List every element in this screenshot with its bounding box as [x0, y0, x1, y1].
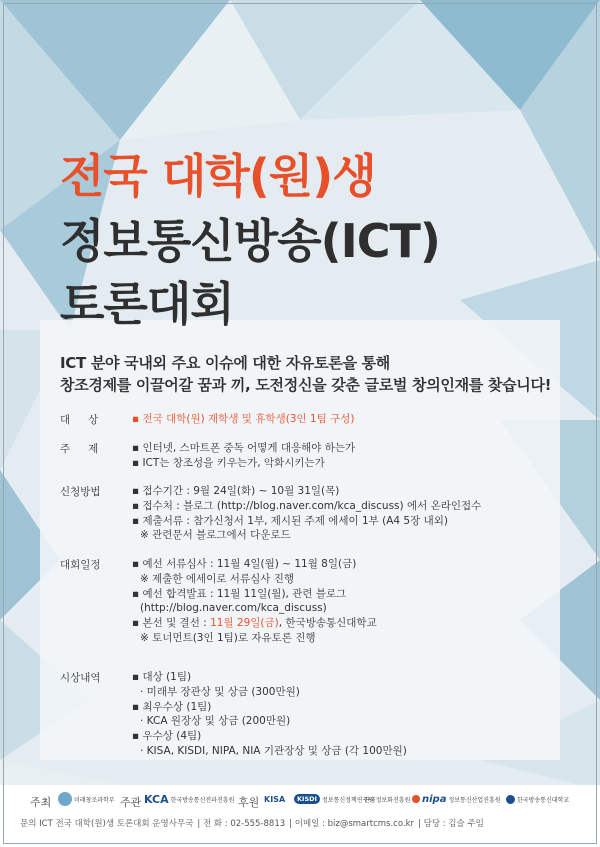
contact-office: 문의 ICT 전국 대학(원)생 토론대회 운영사무국	[20, 819, 194, 829]
sponsor-label: 후원	[238, 796, 260, 809]
section-lines	[132, 670, 552, 759]
topic-line: ▪ ICT는 창조성을 키우는가, 악화시키는가	[132, 456, 325, 469]
schedule-line: ▪ 예선 서류심사 : 11월 4일(월) ~ 11월 8일(금)	[132, 558, 357, 570]
award-line: ▪ 최우수상 (1팀)	[132, 700, 212, 713]
section-lines	[132, 484, 552, 543]
section-label: 주제	[60, 443, 117, 455]
apply-line: ▪ 제출서류 : 참가신청서 1부, 제시된 주제 에세이 1부 (A4 5장 내외)	[132, 514, 448, 527]
title-line-3: 토론대회	[60, 277, 234, 331]
schedule-line: ▪ 예선 합격발표 : 11월 11일(월), 관련 블로그	[132, 587, 347, 600]
contact-line: 문의 ICT 전국 대학(원)생 토론대회 운영사무국 | 전 화 : 02-555-8813 | 이메일 : biz@smartcms.co.kr | 담당 : 김슬 주임	[20, 819, 484, 829]
kisa-mark: KISA	[264, 794, 286, 804]
kca-name: 한국방송통신전파진흥원	[170, 796, 235, 804]
title-line-2: 정보통신방송(ICT)	[60, 214, 440, 268]
contact-email: 이메일 : biz@smartcms.co.kr	[294, 819, 415, 829]
final-prefix: ▪ 본선 및 결선 :	[132, 617, 211, 630]
section-label: 대상	[60, 414, 117, 426]
award-line: ▪ 우수상 (4팀)	[132, 730, 202, 743]
apply-line: ▪ 접수처 : 블로그 (http://blog.naver.com/kca_discuss) 에서 온라인접수	[132, 499, 482, 512]
nia-icon	[412, 795, 420, 803]
section-label: 시상내역	[60, 672, 101, 684]
award-detail: · 미래부 장관상 및 상금 (300만원)	[140, 685, 300, 698]
section-lines	[132, 441, 552, 471]
nipa-mark: nipa	[422, 793, 447, 805]
nipa-logo	[422, 791, 501, 807]
host-label: 주최	[30, 796, 52, 809]
kca-logo	[144, 791, 234, 807]
award-line: ▪ 대상 (1팀)	[132, 671, 192, 683]
section-label: 신청방법	[60, 486, 101, 498]
knou-name: 한국방송통신대학교	[517, 796, 570, 804]
schedule-note: ※ 제출한 에세이로 서류심사 진행	[140, 572, 295, 585]
apply-note: ※ 관련문서 블로그에서 다운로드	[140, 529, 291, 542]
section-label: 대회일정	[60, 559, 101, 571]
contact-person: 담당 : 김슬 주임	[423, 819, 484, 829]
knou-logo	[506, 791, 569, 807]
target-text: ▪ 전국 대학(원) 재학생 및 휴학생(3인 1팀 구성)	[132, 413, 355, 425]
knou-icon	[506, 795, 515, 804]
kisdi-mark: KISDI	[294, 794, 320, 804]
msip-logo	[58, 791, 115, 807]
schedule-final	[132, 616, 552, 631]
intro-line-2: 창조경제를 이끌어갈 꿈과 끼, 도전정신을 갖춘 글로벌 창의인재를 찾습니다!	[60, 376, 552, 394]
final-venue: , 한국방송통신대학교	[278, 617, 377, 630]
organizer-label: 주관	[120, 796, 142, 809]
kisdi-logo	[294, 791, 374, 807]
kisdi-name: 정보통신정책연구원	[321, 796, 375, 804]
award-detail: · KCA 원장상 및 상금 (200만원)	[140, 715, 291, 728]
kisa-logo	[264, 791, 285, 807]
topic-line: ▪ 인터넷, 스마트폰 중독 어떻게 대응해야 하는가	[132, 442, 356, 454]
kca-mark: KCA	[144, 792, 169, 806]
final-date: 11월 29일(금)	[210, 617, 279, 630]
nipa-name: 정보통신산업진흥원	[448, 796, 501, 804]
nia-name: 한국정보화진흥원	[364, 796, 411, 804]
schedule-url: (http://blog.naver.com/kca_discuss)	[140, 602, 327, 615]
nia-logo	[364, 791, 422, 807]
apply-line: ▪ 접수기간 : 9월 24일(화) ~ 10월 31일(목)	[132, 485, 340, 497]
section-lines	[132, 412, 552, 427]
title-line-1: 전국 대학(원)생	[60, 149, 376, 203]
intro-line-1: ICT 분야 국내외 주요 이슈에 대한 자유토론을 통해	[60, 354, 390, 372]
schedule-note: ※ 토너먼트(3인 1팀)로 자유토론 진행	[140, 631, 316, 644]
msip-name: 미래창조과학부	[74, 796, 115, 804]
section-lines	[132, 557, 552, 646]
award-detail: · KISA, KISDI, NIPA, NIA 기관장상 및 상금 (각 100만원)	[140, 744, 407, 757]
contact-phone: 전 화 : 02-555-8813	[202, 819, 286, 829]
msip-icon	[58, 792, 72, 806]
